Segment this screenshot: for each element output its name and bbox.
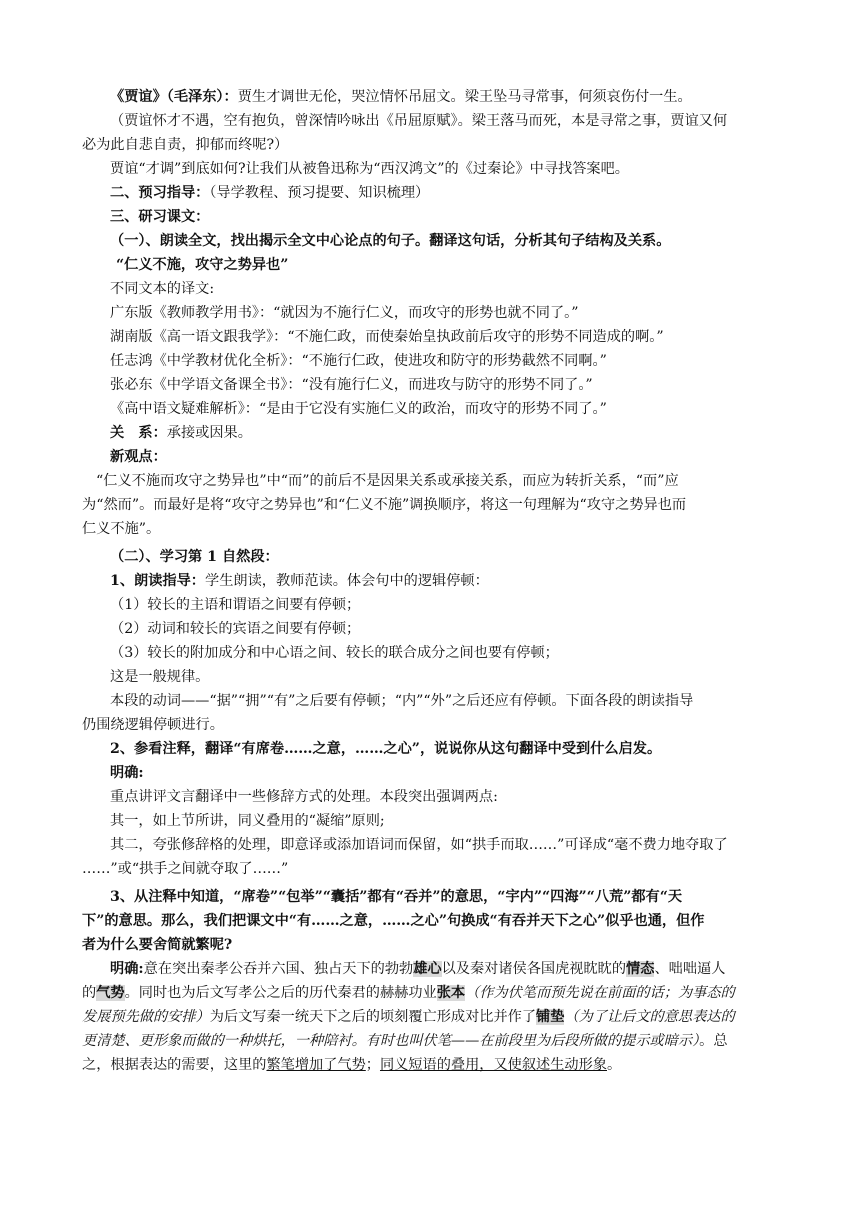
translation-version: 任志鸿《中学教材优化全析》：“不施行仁政，使进攻和防守的形势截然不同啊。” bbox=[110, 353, 607, 369]
item-1-text: 学生朗读，教师范读。体会句中的逻辑停顿： bbox=[205, 573, 489, 589]
item-2-answer-a: 重点讲评文言翻译中一些修辞方式的处理。本段突出强调两点: bbox=[110, 789, 498, 805]
verbs-line-2: 仍围绕逻辑停顿进行。 bbox=[82, 717, 224, 733]
relation-text: 承接或因果。 bbox=[166, 425, 252, 441]
poem-title: 《贾谊》（毛泽东）： bbox=[110, 89, 238, 105]
new-view-line-1: “仁义不施而攻守之势异也”中“而”的前后不是因果关系或承接关系，而应为转折关系，“而”应 bbox=[96, 473, 679, 489]
item-2-question: 2、参看注释，翻译“有席卷……之意，……之心”，说说你从这句翻译中受到什么启发。 bbox=[110, 741, 662, 757]
translation-version: 张必东《中学语文备课全书》：“没有施行仁义，而进攻与防守的形势不同了。” bbox=[110, 377, 593, 393]
item-3-answer-line-2 bbox=[82, 981, 800, 1005]
item-3-answer-line-3 bbox=[82, 1005, 800, 1029]
item-3-answer-line-1 bbox=[110, 957, 800, 981]
intro-question: 贾谊“才调”到底如何?让我们从被鲁迅称为“西汉鸿文”的《过秦论》中寻找答案吧。 bbox=[110, 161, 629, 177]
underlined-phrase: 繁笔增加了气势 bbox=[266, 1057, 366, 1073]
translation-version: 广东版《教师教学用书》：“就因为不施行仁义，而攻守的形势也就不同了。” bbox=[110, 305, 579, 321]
item-3-line-1: 3、从注释中知道，“席卷”“包举”“囊括”都有“吞并”的意思，“宇内”“四海”“八荒”都有“天 bbox=[110, 889, 683, 905]
relation-line bbox=[110, 421, 800, 445]
translation-version: 湖南版《高一语文跟我学》：“不施仁政，而使秦始皇执政前后攻守的形势不同造成的啊。” bbox=[110, 329, 664, 345]
pause-rule: （2）动词和较长的宾语之间要有停顿； bbox=[110, 621, 361, 637]
section-2 bbox=[110, 181, 800, 205]
item-1 bbox=[110, 569, 800, 593]
highlight-term: 张本 bbox=[436, 985, 466, 1001]
answer-note: （为了让后文的意思表达的 bbox=[564, 1009, 735, 1025]
item-1-label: 1、朗读指导： bbox=[110, 573, 205, 589]
answer-text: 。总 bbox=[699, 1033, 728, 1049]
highlight-term: 铺垫 bbox=[536, 1009, 565, 1025]
pause-rule: （1）较长的主语和谓语之间要有停顿； bbox=[110, 597, 361, 613]
poem-note-line-1: （贾谊怀才不遇，空有抱负，曾深情吟咏出《吊屈原赋》。梁王落马而死，本是寻常之事，贾谊又何 bbox=[110, 113, 728, 129]
item-3-line-2: 下”的意思。那么，我们把课文中“有……之意，……之心”句换成“有吞并天下之心”似乎也通，但作 bbox=[82, 913, 705, 929]
item-2-answer-c-1: 其二，夸张修辞格的处理，即意译或添加语词而保留，如“拱手而取……”可译成“毫不费力地夺取了 bbox=[110, 837, 728, 853]
poem-line bbox=[110, 85, 800, 109]
item-2-answer-c-2: ……”或“拱手之间就夺取了……” bbox=[82, 861, 289, 877]
answer-label: 明确: bbox=[110, 765, 144, 781]
underlined-phrase: 同义短语的叠用，又使叙述生动形象 bbox=[379, 1057, 607, 1073]
answer-note: （作为伏笔而预先说在前面的话；为事态的 bbox=[465, 985, 735, 1001]
answer-text: 。 bbox=[607, 1057, 622, 1073]
answer-text: 之，根据表达的需要，这里的 bbox=[82, 1057, 267, 1073]
answer-text: 。同时也为后文写孝公之后的历代秦君的赫赫功业 bbox=[124, 985, 437, 1001]
translations-intro: 不同文本的译文: bbox=[110, 281, 215, 297]
answer-note: 发展预先做的安排） bbox=[82, 1009, 210, 1025]
item-3-line-3: 者为什么要舍简就繁呢? bbox=[82, 937, 233, 953]
highlight-term: 气势 bbox=[96, 985, 125, 1001]
part-1-task: （一）、朗读全文，找出揭示全文中心论点的句子。翻译这句话，分析其句子结构及关系。 bbox=[110, 233, 671, 249]
translation-version: 《高中语文疑难解析》：“是由于它没有实施仁义的政治，而攻守的形势不同了。” bbox=[110, 401, 607, 417]
item-2-answer-b: 其一，如上节所讲，同义叠用的“凝缩”原则; bbox=[110, 813, 385, 829]
section-3-heading: 三、研习课文： bbox=[110, 209, 210, 225]
answer-label: 明确: bbox=[110, 961, 144, 977]
highlight-term: 雄心 bbox=[413, 961, 442, 977]
new-view-line-2: 为“然而”。而最好是将“攻守之势异也”和“仁义不施”调换顺序，将这一句理解为“攻守之势异也而 bbox=[82, 497, 687, 513]
poem-text: 贾生才调世无伦，哭泣情怀吊屈文。梁王坠马寻常事，何须哀伤付一生。 bbox=[237, 89, 692, 105]
answer-text: 以及秦对诸侯各国虎视眈眈的 bbox=[441, 961, 627, 977]
highlight-term: 情态 bbox=[626, 961, 655, 977]
answer-text: 的 bbox=[82, 985, 97, 1001]
answer-text: 、咄咄逼人 bbox=[654, 961, 726, 977]
rule-note: 这是一般规律。 bbox=[110, 669, 210, 685]
new-view-label: 新观点： bbox=[110, 449, 167, 465]
section-2-text: （导学教程、预习提要、知识梳理） bbox=[209, 185, 430, 201]
answer-text: 为后文写秦一统天下之后的顷刻覆亡形成对比并作了 bbox=[209, 1009, 537, 1025]
section-2-heading: 二、预习指导： bbox=[110, 185, 210, 201]
central-thesis-quote: “仁义不施，攻守之势异也” bbox=[116, 257, 289, 273]
item-3-answer-line-4 bbox=[82, 1029, 800, 1053]
answer-text: 意在突出秦孝公吞并六国、独占天下的勃勃 bbox=[143, 961, 414, 977]
verbs-line-1: 本段的动词——“据”“拥”“有”之后要有停顿；“内”“外”之后还应有停顿。下面各段的朗读指导 bbox=[110, 693, 694, 709]
pause-rule: （3）较长的附加成分和中心语之间、较长的联合成分之间也要有停顿； bbox=[110, 645, 559, 661]
answer-note: 更清楚、更形象而做的一种烘托，一种陪衬。有时也叫伏笔——在前段里为后段所做的提示或暗示） bbox=[82, 1033, 700, 1049]
item-3-answer-line-5 bbox=[82, 1053, 800, 1077]
new-view-line-3: 仁义不施”。 bbox=[82, 521, 161, 537]
answer-text: ； bbox=[365, 1057, 380, 1073]
part-2-heading: （二）、学习第 1 自然段： bbox=[110, 549, 279, 565]
poem-note-line-2: 必为此自悲自责，抑郁而终呢?） bbox=[82, 137, 289, 153]
relation-label: 关 系： bbox=[110, 425, 167, 441]
